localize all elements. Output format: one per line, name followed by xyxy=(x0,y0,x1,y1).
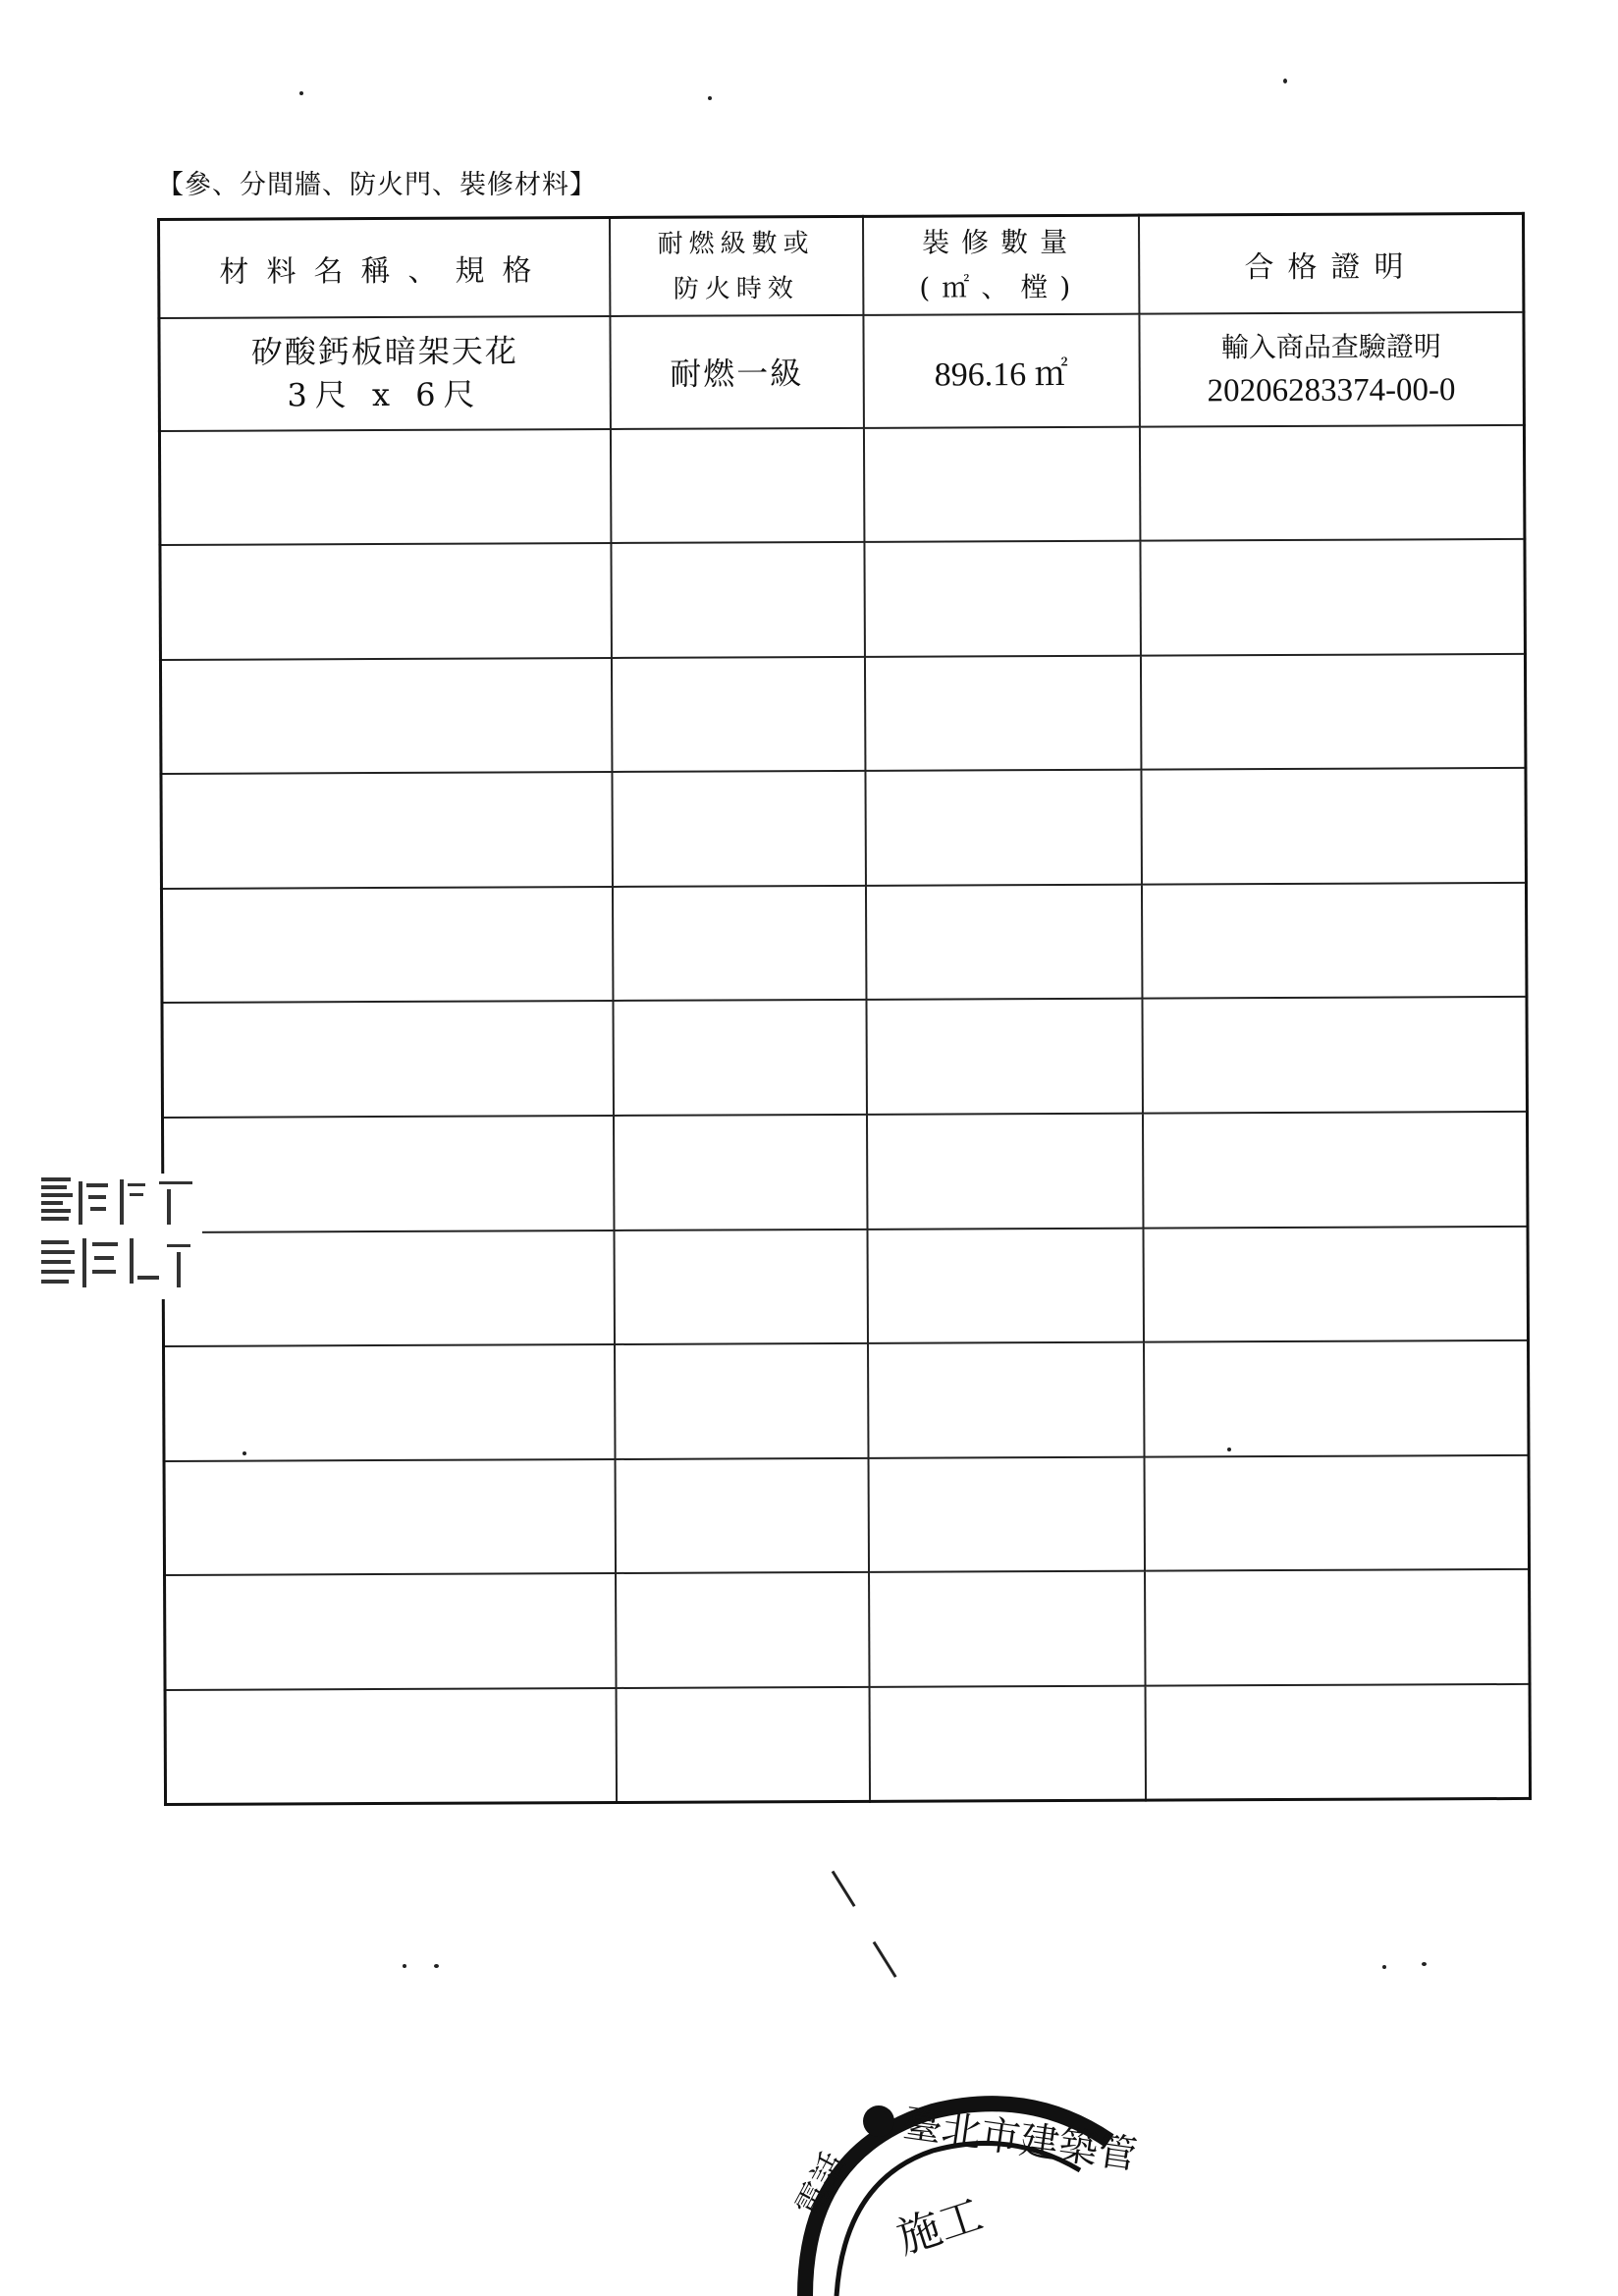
empty-cell xyxy=(165,1688,617,1805)
empty-cell xyxy=(869,1571,1146,1687)
empty-cell xyxy=(863,426,1140,542)
scan-stroke xyxy=(832,1871,856,1907)
scan-stroke xyxy=(873,1941,897,1978)
empty-cell xyxy=(1144,1340,1530,1456)
quantity-value: 896.16 ㎡ xyxy=(934,355,1068,394)
table-row xyxy=(163,1227,1528,1347)
empty-cell xyxy=(866,999,1143,1115)
table-row xyxy=(165,1569,1530,1690)
empty-cell xyxy=(864,541,1141,657)
header-quantity-line1: 裝修數量 xyxy=(922,225,1080,259)
empty-cell xyxy=(164,1459,616,1576)
empty-cell xyxy=(615,1458,869,1574)
empty-cell xyxy=(612,886,866,1002)
svg-text:施工: 施工 xyxy=(890,2189,990,2265)
table-row xyxy=(161,883,1526,1004)
table-header-row xyxy=(159,213,1524,317)
empty-cell xyxy=(1139,424,1525,540)
empty-cell xyxy=(868,1456,1145,1572)
header-fire-grade-line1: 耐燃級數或 xyxy=(657,228,815,259)
empty-cell xyxy=(869,1686,1146,1802)
empty-cell xyxy=(613,1000,867,1116)
empty-cell xyxy=(1145,1684,1531,1800)
empty-cell xyxy=(616,1572,870,1688)
table-row xyxy=(160,539,1525,660)
empty-cell xyxy=(1142,1112,1528,1228)
header-certificate-label: 合格證明 xyxy=(1244,249,1418,285)
table-row xyxy=(164,1340,1529,1461)
table-row xyxy=(161,768,1526,889)
scan-speck xyxy=(708,96,712,100)
table-row xyxy=(162,997,1527,1118)
scan-speck xyxy=(243,1451,246,1455)
materials-table-container xyxy=(157,212,1529,1803)
material-name-line2: 3尺 x 6尺 xyxy=(287,375,483,414)
empty-cell xyxy=(611,657,865,773)
scan-speck xyxy=(299,91,303,95)
empty-cell xyxy=(612,771,866,887)
table-row xyxy=(162,1112,1527,1232)
empty-cell xyxy=(867,1228,1144,1343)
certificate-line1: 輸入商品查驗證明 xyxy=(1220,330,1441,364)
header-fire-grade-line2: 防火時效 xyxy=(673,273,799,304)
empty-cell xyxy=(1142,997,1528,1113)
header-quantity xyxy=(862,215,1138,314)
empty-cell xyxy=(1145,1569,1531,1685)
cell-fire-grade xyxy=(610,314,863,428)
scan-speck xyxy=(1382,1965,1386,1969)
empty-cell xyxy=(161,887,613,1004)
scan-speck xyxy=(1422,1962,1427,1966)
empty-cell xyxy=(163,1230,615,1347)
header-material-name xyxy=(159,217,610,317)
empty-cell xyxy=(1141,768,1527,884)
empty-cell xyxy=(160,543,612,660)
header-certificate xyxy=(1138,213,1523,313)
table-row xyxy=(164,1455,1529,1576)
empty-cell xyxy=(165,1573,617,1690)
certificate-number: 20206283374-00-0 xyxy=(1207,372,1456,410)
empty-cell xyxy=(864,655,1141,771)
empty-cell xyxy=(865,770,1142,886)
table-row xyxy=(159,424,1524,545)
empty-cell xyxy=(1140,539,1526,655)
scan-speck xyxy=(434,1964,439,1968)
header-quantity-line2: (㎡、樘) xyxy=(919,270,1083,304)
header-material-name-label: 材料名稱、規格 xyxy=(219,253,550,290)
side-stamp-image xyxy=(39,1174,202,1299)
empty-cell xyxy=(615,1343,869,1459)
empty-cell xyxy=(868,1342,1145,1458)
scan-speck xyxy=(1283,79,1287,83)
empty-cell xyxy=(866,1114,1143,1230)
empty-cell xyxy=(613,1115,867,1230)
table-row xyxy=(160,654,1525,775)
empty-cell xyxy=(1144,1455,1530,1571)
section-heading: 【參、分間牆、防火門、裝修材料】 xyxy=(157,170,597,200)
scan-speck xyxy=(1227,1448,1231,1451)
header-fire-grade xyxy=(610,216,863,315)
materials-table xyxy=(157,212,1532,1806)
empty-cell xyxy=(159,428,611,545)
cell-quantity xyxy=(863,313,1139,427)
blank-rows xyxy=(159,424,1530,1804)
empty-cell xyxy=(161,772,613,889)
table-row xyxy=(165,1684,1530,1805)
empty-cell xyxy=(164,1344,616,1461)
material-name-line1: 矽酸鈣板暗架天花 xyxy=(250,332,518,371)
cell-material-name xyxy=(159,315,610,430)
empty-cell xyxy=(614,1230,868,1345)
empty-cell xyxy=(610,427,864,543)
official-seal-image xyxy=(785,2082,1140,2296)
cell-certificate xyxy=(1139,311,1524,426)
svg-text:臺北市建築管: 臺北市建築管 xyxy=(899,2101,1140,2179)
empty-cell xyxy=(162,1116,614,1232)
empty-cell xyxy=(1141,883,1527,999)
empty-cell xyxy=(865,885,1142,1001)
empty-cell xyxy=(162,1001,614,1118)
empty-cell xyxy=(1143,1227,1529,1342)
empty-cell xyxy=(616,1687,870,1803)
table-row xyxy=(159,311,1524,430)
empty-cell xyxy=(611,542,865,658)
empty-cell xyxy=(160,658,612,775)
scan-speck xyxy=(403,1964,406,1968)
fire-grade-value: 耐燃一級 xyxy=(670,355,804,393)
svg-text:電話: 電話 xyxy=(787,2146,854,2224)
empty-cell xyxy=(1140,654,1526,770)
